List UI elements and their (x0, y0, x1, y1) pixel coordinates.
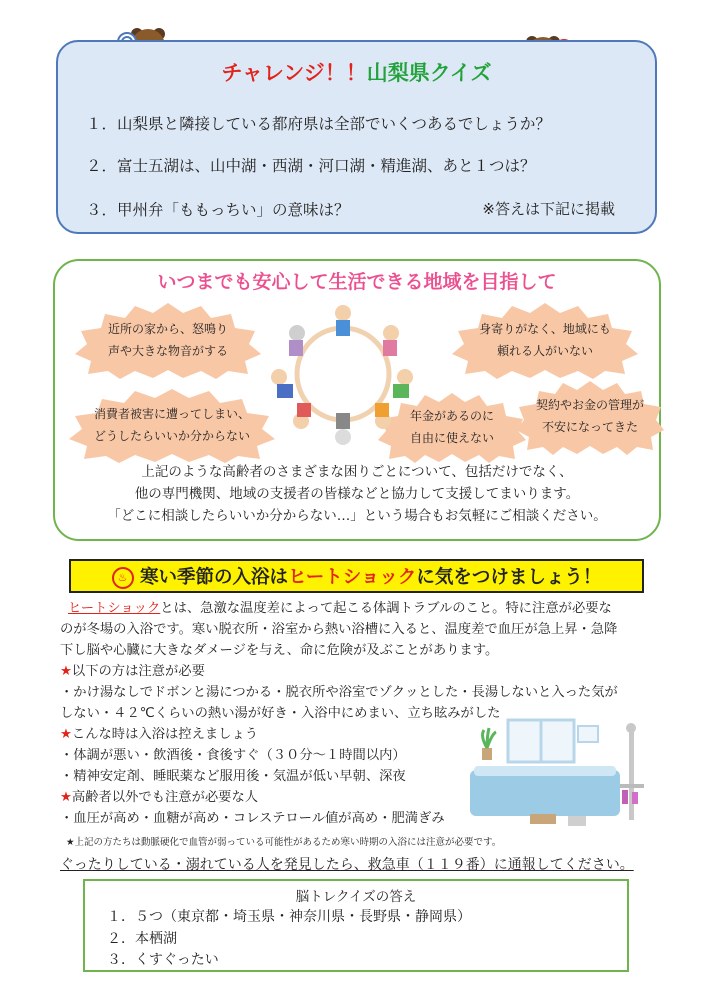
section3-line-1: ・血圧が高め・血糖が高め・コレステロール値が高め・肥満ぎみ (60, 811, 445, 826)
quiz-box (56, 40, 657, 234)
section1-line-2: しない・４２℃くらいの熱い湯が好き・入浴中にめまい、立ち眩みがした (60, 706, 501, 721)
quiz-title (58, 57, 655, 87)
heatshock-term: ヒートショック (68, 601, 161, 616)
star-icon: ★ (60, 790, 72, 805)
answer-2: ２．本栖湖 (107, 931, 177, 947)
concern-5-line-1: 契約やお金の管理が (535, 398, 644, 412)
concern-4-line-1: 年金があるのに (409, 409, 494, 423)
community-title: いつまでも安心して生活できる地域を目指して (157, 271, 557, 293)
people-holding-hands-circle-icon (263, 299, 423, 449)
concern-bubble-2 (450, 301, 640, 379)
star-icon: ★ (60, 664, 72, 679)
concern-2-line-1: 身寄りがなく、地域にも (479, 322, 611, 336)
concern-bubble-1 (73, 301, 263, 379)
section3-heading: 高齢者以外でも注意が必要な人 (71, 790, 259, 805)
quiz-title-challenge: チャレンジ！！ (221, 61, 367, 85)
community-description (55, 461, 659, 527)
community-body-line-2: 他の専門機関、地域の支援者の皆様などと協力して支援してまいります。 (134, 486, 580, 502)
answer-3: ３．くすぐったい (107, 952, 219, 968)
section2-heading: こんな時は入浴は控えましょう (71, 727, 259, 742)
emergency-call-notice: ぐったりしている・溺れている人を発見したら、救急車（１１９番）に通報してください。 (60, 857, 634, 873)
community-support-box (53, 259, 661, 541)
concern-1-line-2: 声や大きな物音がする (107, 344, 228, 358)
concern-3-line-2: どうしたらいいか分からない (93, 429, 250, 443)
hot-spring-icon: ♨ (112, 567, 134, 589)
quiz-question-3: ３．甲州弁「ももっちい」の意味は？ (86, 201, 350, 219)
concern-3-line-1: 消費者被害に遭ってしまい、 (93, 407, 250, 421)
community-body-line-1: 上記のような高齢者のさまざまな困りごとについて、包括だけでなく、 (141, 464, 573, 480)
heatshock-p1a: とは、急激な温度差によって起こる体調トラブルのこと。特に注意が必要な (160, 601, 612, 616)
answers-title: 脳トレクイズの答え (295, 889, 417, 905)
heatshock-p1c: 下し脳や心臓に大きなダメージを与え、命に危険が及ぶことがあります。 (60, 643, 499, 658)
concern-bubble-5 (515, 379, 665, 455)
heatshock-title (71, 563, 642, 589)
heatshock-banner (69, 559, 644, 593)
section1-heading: 以下の方は注意が必要 (71, 664, 205, 679)
quiz-answer-note: ※答えは下記に掲載 (482, 200, 615, 218)
community-body-line-3: 「どこに相談したらいいか分からない…」という場合もお気軽にご相談ください。 (107, 508, 607, 524)
heatshock-title-pre: 寒い季節の入浴は (140, 567, 289, 588)
concern-5-line-2: 不安になってきた (541, 420, 638, 434)
concern-1-line-1: 近所の家から、怒鳴り (107, 322, 228, 336)
heatshock-title-post: に気をつけましょう！ (416, 567, 602, 588)
concern-4-line-2: 自由に使えない (409, 431, 494, 445)
concern-2-line-2: 頼れる人がいない (496, 344, 593, 358)
star-icon: ★ (60, 727, 72, 742)
quiz-question-1: １．山梨県と隣接している都府県は全部でいくつあるでしょうか？ (86, 115, 551, 133)
answer-1: １．５つ（東京都・埼玉県・神奈川県・長野県・静岡県） (107, 909, 471, 925)
heatshock-p1b: のが冬場の入浴です。寒い脱衣所・浴室から熱い浴槽に入ると、温度差で血圧が急上昇・急降 (60, 622, 618, 637)
section3-note: ★上記の方たちは動脈硬化で血管が弱っている可能性があるため寒い時期の入浴には注意が必要です。 (66, 837, 502, 848)
section2-line-2: ・精神安定剤、睡眠薬など服用後・気温が低い早朝、深夜 (60, 769, 406, 784)
quiz-question-2: ２．富士五湖は、山中湖・西湖・河口湖・精進湖、あと１つは？ (86, 157, 536, 175)
section2-line-1: ・体調が悪い・飲酒後・食後すぐ（３０分～１時間以内） (60, 748, 406, 763)
quiz-answers-box (83, 879, 629, 972)
heatshock-title-term: ヒートショック (288, 567, 417, 588)
concern-bubble-3 (67, 387, 277, 463)
quiz-title-yamanashi: 山梨県クイズ (366, 61, 492, 85)
section1-line-1: ・かけ湯なしでドボンと湯につかる・脱衣所や浴室でゾクッとした・長湯しないと入った気が (60, 685, 618, 700)
bathroom-illustration-icon (470, 718, 655, 830)
